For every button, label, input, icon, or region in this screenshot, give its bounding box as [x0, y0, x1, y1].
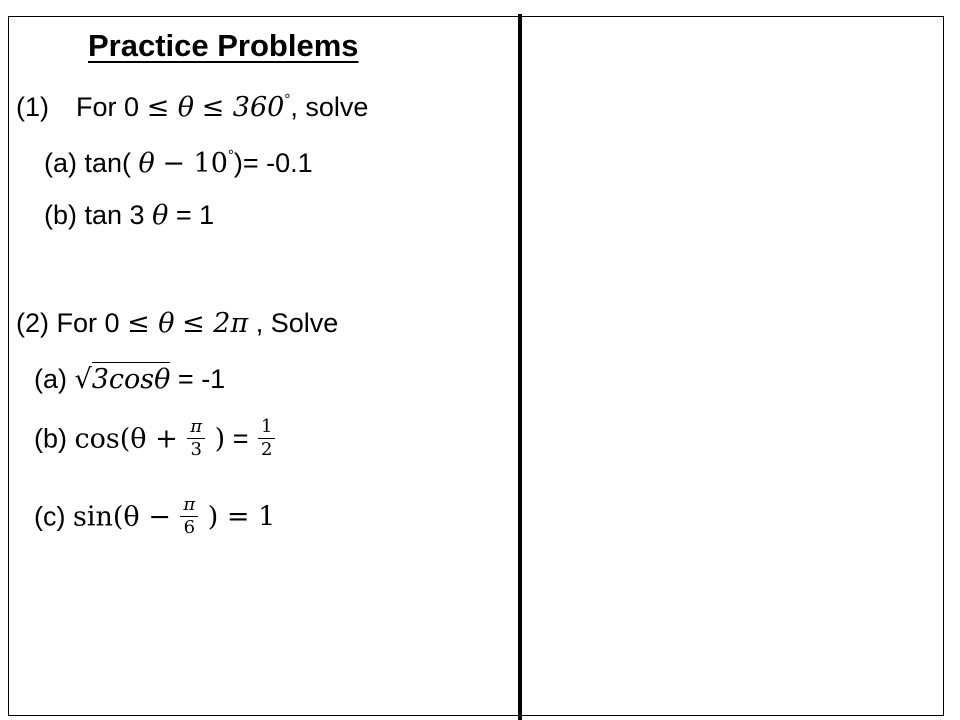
problem-1a-theta: θ: [138, 148, 155, 179]
fraction-denominator: 6: [183, 516, 196, 538]
problem-2b-eq: =: [232, 423, 249, 454]
problem-2-statement: (2) For 0 ≤ θ ≤ 2π , Solve: [16, 308, 339, 339]
problem-2c-fraction: [180, 496, 198, 538]
problem-2b-label: (b): [34, 423, 67, 454]
problem-2b-close: ): [214, 423, 226, 455]
fraction-denominator: 2: [260, 438, 273, 460]
problem-2c-expr: sin(θ −: [73, 501, 171, 533]
fraction-numerator: π: [180, 496, 198, 517]
fraction-numerator: 1: [258, 418, 275, 439]
problem-1a-label: (a) tan(: [44, 148, 132, 178]
problem-1-lead: For 0: [76, 92, 140, 122]
problem-2-upper: 2π: [213, 308, 249, 339]
problem-1-theta: θ: [177, 92, 195, 123]
page-title: Practice Problems: [88, 28, 359, 63]
problem-2a-expr: 3cosθ: [91, 364, 171, 395]
problem-2b-rhs-fraction: [258, 418, 275, 460]
problem-2c-rhs: ) = 1: [207, 501, 276, 533]
problem-2b: [34, 418, 277, 460]
problem-1a-rhs: )= -0.1: [233, 148, 313, 178]
fraction-numerator: π: [187, 418, 205, 439]
problem-2c-label: (c): [34, 501, 66, 532]
degree-symbol: °: [227, 147, 234, 164]
problem-2-tail: , Solve: [255, 308, 339, 338]
problem-1b-label: (b) tan 3: [44, 200, 145, 230]
problem-2a-label: (a): [34, 364, 67, 394]
problem-2-theta: θ: [158, 308, 175, 339]
column-divider: [518, 14, 522, 720]
problem-2a: [34, 366, 225, 393]
problem-1b-rhs: = 1: [175, 200, 215, 230]
problem-2b-fraction: [187, 418, 205, 460]
problem-2c: [34, 496, 275, 538]
problem-2a-rhs: = -1: [177, 364, 226, 394]
problem-1a: [44, 148, 313, 177]
problem-2-lead: (2) For 0: [16, 308, 120, 338]
problem-1-tail: , solve: [290, 92, 369, 122]
problem-1a-minus: − 10: [162, 148, 228, 179]
problem-1b: [44, 202, 214, 229]
sqrt-icon: √: [74, 364, 92, 395]
problem-1b-theta: θ: [152, 200, 169, 231]
fraction-denominator: 3: [190, 438, 202, 460]
problem-2b-expr: cos(θ +: [74, 423, 178, 455]
problem-1-statement: (1) For 0 ≤ θ ≤ 360°, solve: [16, 91, 369, 123]
degree-symbol: °: [284, 91, 291, 108]
problem-1-number: (1): [16, 92, 49, 122]
problem-1-upper: 360: [232, 92, 285, 123]
